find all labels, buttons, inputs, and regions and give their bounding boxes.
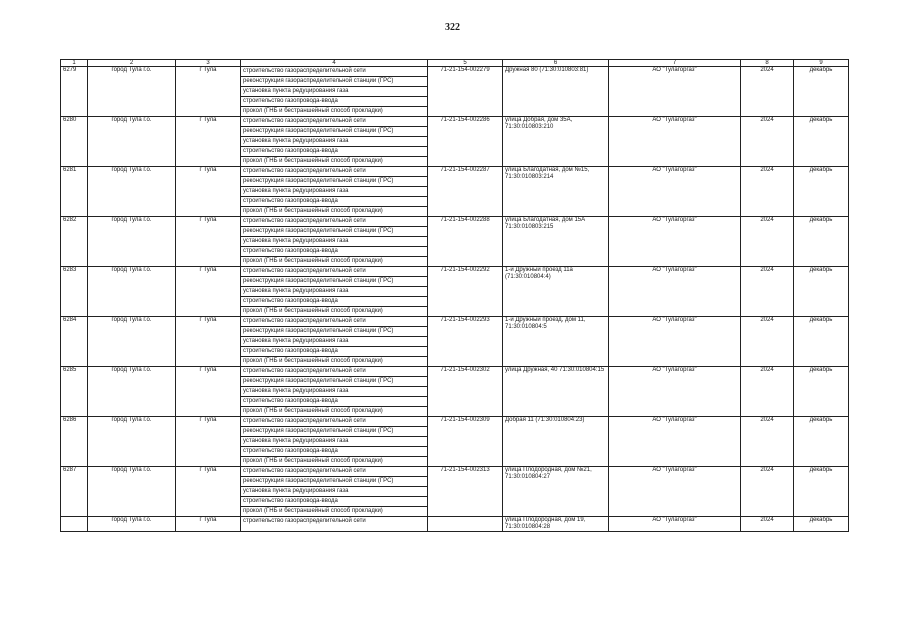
- header-col-9: 9: [794, 60, 849, 67]
- row-number: 6279: [61, 67, 88, 117]
- month-cell: декабрь: [794, 467, 849, 517]
- operator-cell: АО "Тулагоргаз": [609, 117, 741, 167]
- month-cell: декабрь: [794, 67, 849, 117]
- work-type-cell: строительство газопровода-ввода: [241, 147, 428, 157]
- settlement-cell: г Тула: [176, 317, 241, 367]
- work-type-cell: строительство газопровода-ввода: [241, 297, 428, 307]
- work-type-cell: установка пункта редуцирования газа: [241, 387, 428, 397]
- municipality-cell: город Тула г.о.: [88, 367, 176, 417]
- object-code-cell: 71-21-154-002293: [428, 317, 503, 367]
- work-type-cell: прокол (ГНБ и бестраншейный способ прокладки): [241, 107, 428, 117]
- month-cell: декабрь: [794, 317, 849, 367]
- work-type-cell: реконструкция газораспределительной станции (ГРС): [241, 227, 428, 237]
- work-type-cell: прокол (ГНБ и бестраншейный способ прокладки): [241, 207, 428, 217]
- work-type-cell: строительство газораспределительной сети: [241, 317, 428, 327]
- month-cell: декабрь: [794, 117, 849, 167]
- municipality-cell: город Тула г.о.: [88, 217, 176, 267]
- operator-cell: АО "Тулагоргаз": [609, 267, 741, 317]
- work-type-cell: реконструкция газораспределительной станции (ГРС): [241, 477, 428, 487]
- work-type-cell: реконструкция газораспределительной станции (ГРС): [241, 327, 428, 337]
- municipality-cell: город Тула г.о.: [88, 117, 176, 167]
- year-cell: 2024: [741, 317, 794, 367]
- row-number: 6281: [61, 167, 88, 217]
- address-cell: улица Плодородная, дом №21, 71:30:010804:27: [503, 467, 609, 517]
- operator-cell: АО "Тулагоргаз": [609, 417, 741, 467]
- table-row: [61, 67, 849, 77]
- page-number: 322: [445, 22, 460, 33]
- settlement-cell: г Тула: [176, 367, 241, 417]
- object-code-cell: [428, 517, 503, 532]
- work-type-cell: строительство газораспределительной сети: [241, 167, 428, 177]
- operator-cell: АО "Тулагоргаз": [609, 467, 741, 517]
- table-row: [61, 317, 849, 327]
- object-code-cell: 71-21-154-002302: [428, 367, 503, 417]
- work-type-cell: прокол (ГНБ и бестраншейный способ прокладки): [241, 257, 428, 267]
- work-type-cell: строительство газопровода-ввода: [241, 197, 428, 207]
- header-col-1: 1: [61, 60, 88, 67]
- address-cell: улица Благодатная, дом 15А 71:30:010803:215: [503, 217, 609, 267]
- work-type-cell: прокол (ГНБ и бестраншейный способ прокладки): [241, 507, 428, 517]
- municipality-cell: город Тула г.о.: [88, 467, 176, 517]
- operator-cell: АО "Тулагоргаз": [609, 317, 741, 367]
- month-cell: декабрь: [794, 517, 849, 532]
- table-row: [61, 417, 849, 427]
- table-row: [61, 467, 849, 477]
- row-number: 6287: [61, 467, 88, 517]
- year-cell: 2024: [741, 417, 794, 467]
- work-type-cell: строительство газопровода-ввода: [241, 347, 428, 357]
- month-cell: декабрь: [794, 267, 849, 317]
- header-col-8: 8: [741, 60, 794, 67]
- work-type-cell: строительство газопровода-ввода: [241, 447, 428, 457]
- year-cell: 2024: [741, 117, 794, 167]
- header-col-5: 5: [428, 60, 503, 67]
- operator-cell: АО "Тулагоргаз": [609, 517, 741, 532]
- operator-cell: АО "Тулагоргаз": [609, 67, 741, 117]
- year-cell: 2024: [741, 267, 794, 317]
- object-code-cell: 71-21-154-002287: [428, 167, 503, 217]
- header-col-4: 4: [241, 60, 428, 67]
- table-row: [61, 517, 849, 532]
- work-type-cell: строительство газораспределительной сети: [241, 417, 428, 427]
- work-type-cell: установка пункта редуцирования газа: [241, 287, 428, 297]
- settlement-cell: г Тула: [176, 167, 241, 217]
- work-type-cell: строительство газораспределительной сети: [241, 517, 428, 532]
- header-col-6: 6: [503, 60, 609, 67]
- settlement-cell: г Тула: [176, 467, 241, 517]
- year-cell: 2024: [741, 67, 794, 117]
- registry-body: [61, 67, 849, 532]
- operator-cell: АО "Тулагоргаз": [609, 217, 741, 267]
- registry-table: [60, 59, 849, 532]
- row-number: 6280: [61, 117, 88, 167]
- settlement-cell: г Тула: [176, 117, 241, 167]
- year-cell: 2024: [741, 167, 794, 217]
- work-type-cell: установка пункта редуцирования газа: [241, 337, 428, 347]
- settlement-cell: г Тула: [176, 417, 241, 467]
- table-row: [61, 267, 849, 277]
- work-type-cell: прокол (ГНБ и бестраншейный способ прокладки): [241, 357, 428, 367]
- municipality-cell: город Тула г.о.: [88, 167, 176, 217]
- municipality-cell: город Тула г.о.: [88, 317, 176, 367]
- month-cell: декабрь: [794, 217, 849, 267]
- work-type-cell: реконструкция газораспределительной станции (ГРС): [241, 177, 428, 187]
- municipality-cell: город Тула г.о.: [88, 517, 176, 532]
- row-number: [61, 517, 88, 532]
- settlement-cell: г Тула: [176, 517, 241, 532]
- work-type-cell: строительство газораспределительной сети: [241, 467, 428, 477]
- work-type-cell: строительство газопровода-ввода: [241, 397, 428, 407]
- work-type-cell: строительство газораспределительной сети: [241, 117, 428, 127]
- work-type-cell: строительство газопровода-ввода: [241, 97, 428, 107]
- settlement-cell: г Тула: [176, 217, 241, 267]
- object-code-cell: 71-21-154-002292: [428, 267, 503, 317]
- work-type-cell: установка пункта редуцирования газа: [241, 87, 428, 97]
- work-type-cell: реконструкция газораспределительной станции (ГРС): [241, 277, 428, 287]
- work-type-cell: строительство газопровода-ввода: [241, 247, 428, 257]
- work-type-cell: прокол (ГНБ и бестраншейный способ прокладки): [241, 307, 428, 317]
- work-type-cell: установка пункта редуцирования газа: [241, 437, 428, 447]
- work-type-cell: строительство газораспределительной сети: [241, 217, 428, 227]
- month-cell: декабрь: [794, 167, 849, 217]
- row-number: 6283: [61, 267, 88, 317]
- settlement-cell: г Тула: [176, 67, 241, 117]
- work-type-cell: прокол (ГНБ и бестраншейный способ прокладки): [241, 407, 428, 417]
- work-type-cell: прокол (ГНБ и бестраншейный способ прокладки): [241, 157, 428, 167]
- header-col-3: 3: [176, 60, 241, 67]
- work-type-cell: установка пункта редуцирования газа: [241, 187, 428, 197]
- object-code-cell: 71-21-154-002313: [428, 467, 503, 517]
- address-cell: улица Плодородная, дом 19, 71:30:010804:28: [503, 517, 609, 532]
- address-cell: Дружная 80 (71:30:010803:81): [503, 67, 609, 117]
- month-cell: декабрь: [794, 417, 849, 467]
- year-cell: 2024: [741, 517, 794, 532]
- table-row: [61, 117, 849, 127]
- year-cell: 2024: [741, 467, 794, 517]
- work-type-cell: строительство газораспределительной сети: [241, 67, 428, 77]
- row-number: 6282: [61, 217, 88, 267]
- address-cell: 1-й Дружный проезд 11а (71:30:010804:4): [503, 267, 609, 317]
- work-type-cell: строительство газораспределительной сети: [241, 367, 428, 377]
- address-cell: улица Добрая, дом 35А, 71:30:010803:210: [503, 117, 609, 167]
- year-cell: 2024: [741, 217, 794, 267]
- year-cell: 2024: [741, 367, 794, 417]
- work-type-cell: установка пункта редуцирования газа: [241, 237, 428, 247]
- operator-cell: АО "Тулагоргаз": [609, 367, 741, 417]
- object-code-cell: 71-21-154-002288: [428, 217, 503, 267]
- work-type-cell: реконструкция газораспределительной станции (ГРС): [241, 377, 428, 387]
- address-cell: 1-й Дружный проезд, дом 11, 71:30:010804:5: [503, 317, 609, 367]
- operator-cell: АО "Тулагоргаз": [609, 167, 741, 217]
- address-cell: Добрая 11 (71:30:010804:23): [503, 417, 609, 467]
- work-type-cell: установка пункта редуцирования газа: [241, 487, 428, 497]
- header-row: [61, 60, 849, 67]
- row-number: 6285: [61, 367, 88, 417]
- municipality-cell: город Тула г.о.: [88, 267, 176, 317]
- address-cell: улица Благодатная, дом №15, 71:30:010803:214: [503, 167, 609, 217]
- work-type-cell: установка пункта редуцирования газа: [241, 137, 428, 147]
- header-col-2: 2: [88, 60, 176, 67]
- work-type-cell: строительство газопровода-ввода: [241, 497, 428, 507]
- row-number: 6286: [61, 417, 88, 467]
- work-type-cell: реконструкция газораспределительной станции (ГРС): [241, 127, 428, 137]
- work-type-cell: реконструкция газораспределительной станции (ГРС): [241, 427, 428, 437]
- address-cell: улица Дружная, 40 71:30:010804:15: [503, 367, 609, 417]
- settlement-cell: г Тула: [176, 267, 241, 317]
- work-type-cell: реконструкция газораспределительной станции (ГРС): [241, 77, 428, 87]
- municipality-cell: город Тула г.о.: [88, 417, 176, 467]
- work-type-cell: прокол (ГНБ и бестраншейный способ прокладки): [241, 457, 428, 467]
- object-code-cell: 71-21-154-002286: [428, 117, 503, 167]
- table-row: [61, 167, 849, 177]
- table-row: [61, 217, 849, 227]
- object-code-cell: 71-21-154-002279: [428, 67, 503, 117]
- table-row: [61, 367, 849, 377]
- header-col-7: 7: [609, 60, 741, 67]
- month-cell: декабрь: [794, 367, 849, 417]
- row-number: 6284: [61, 317, 88, 367]
- object-code-cell: 71-21-154-002309: [428, 417, 503, 467]
- work-type-cell: строительство газораспределительной сети: [241, 267, 428, 277]
- municipality-cell: город Тула г.о.: [88, 67, 176, 117]
